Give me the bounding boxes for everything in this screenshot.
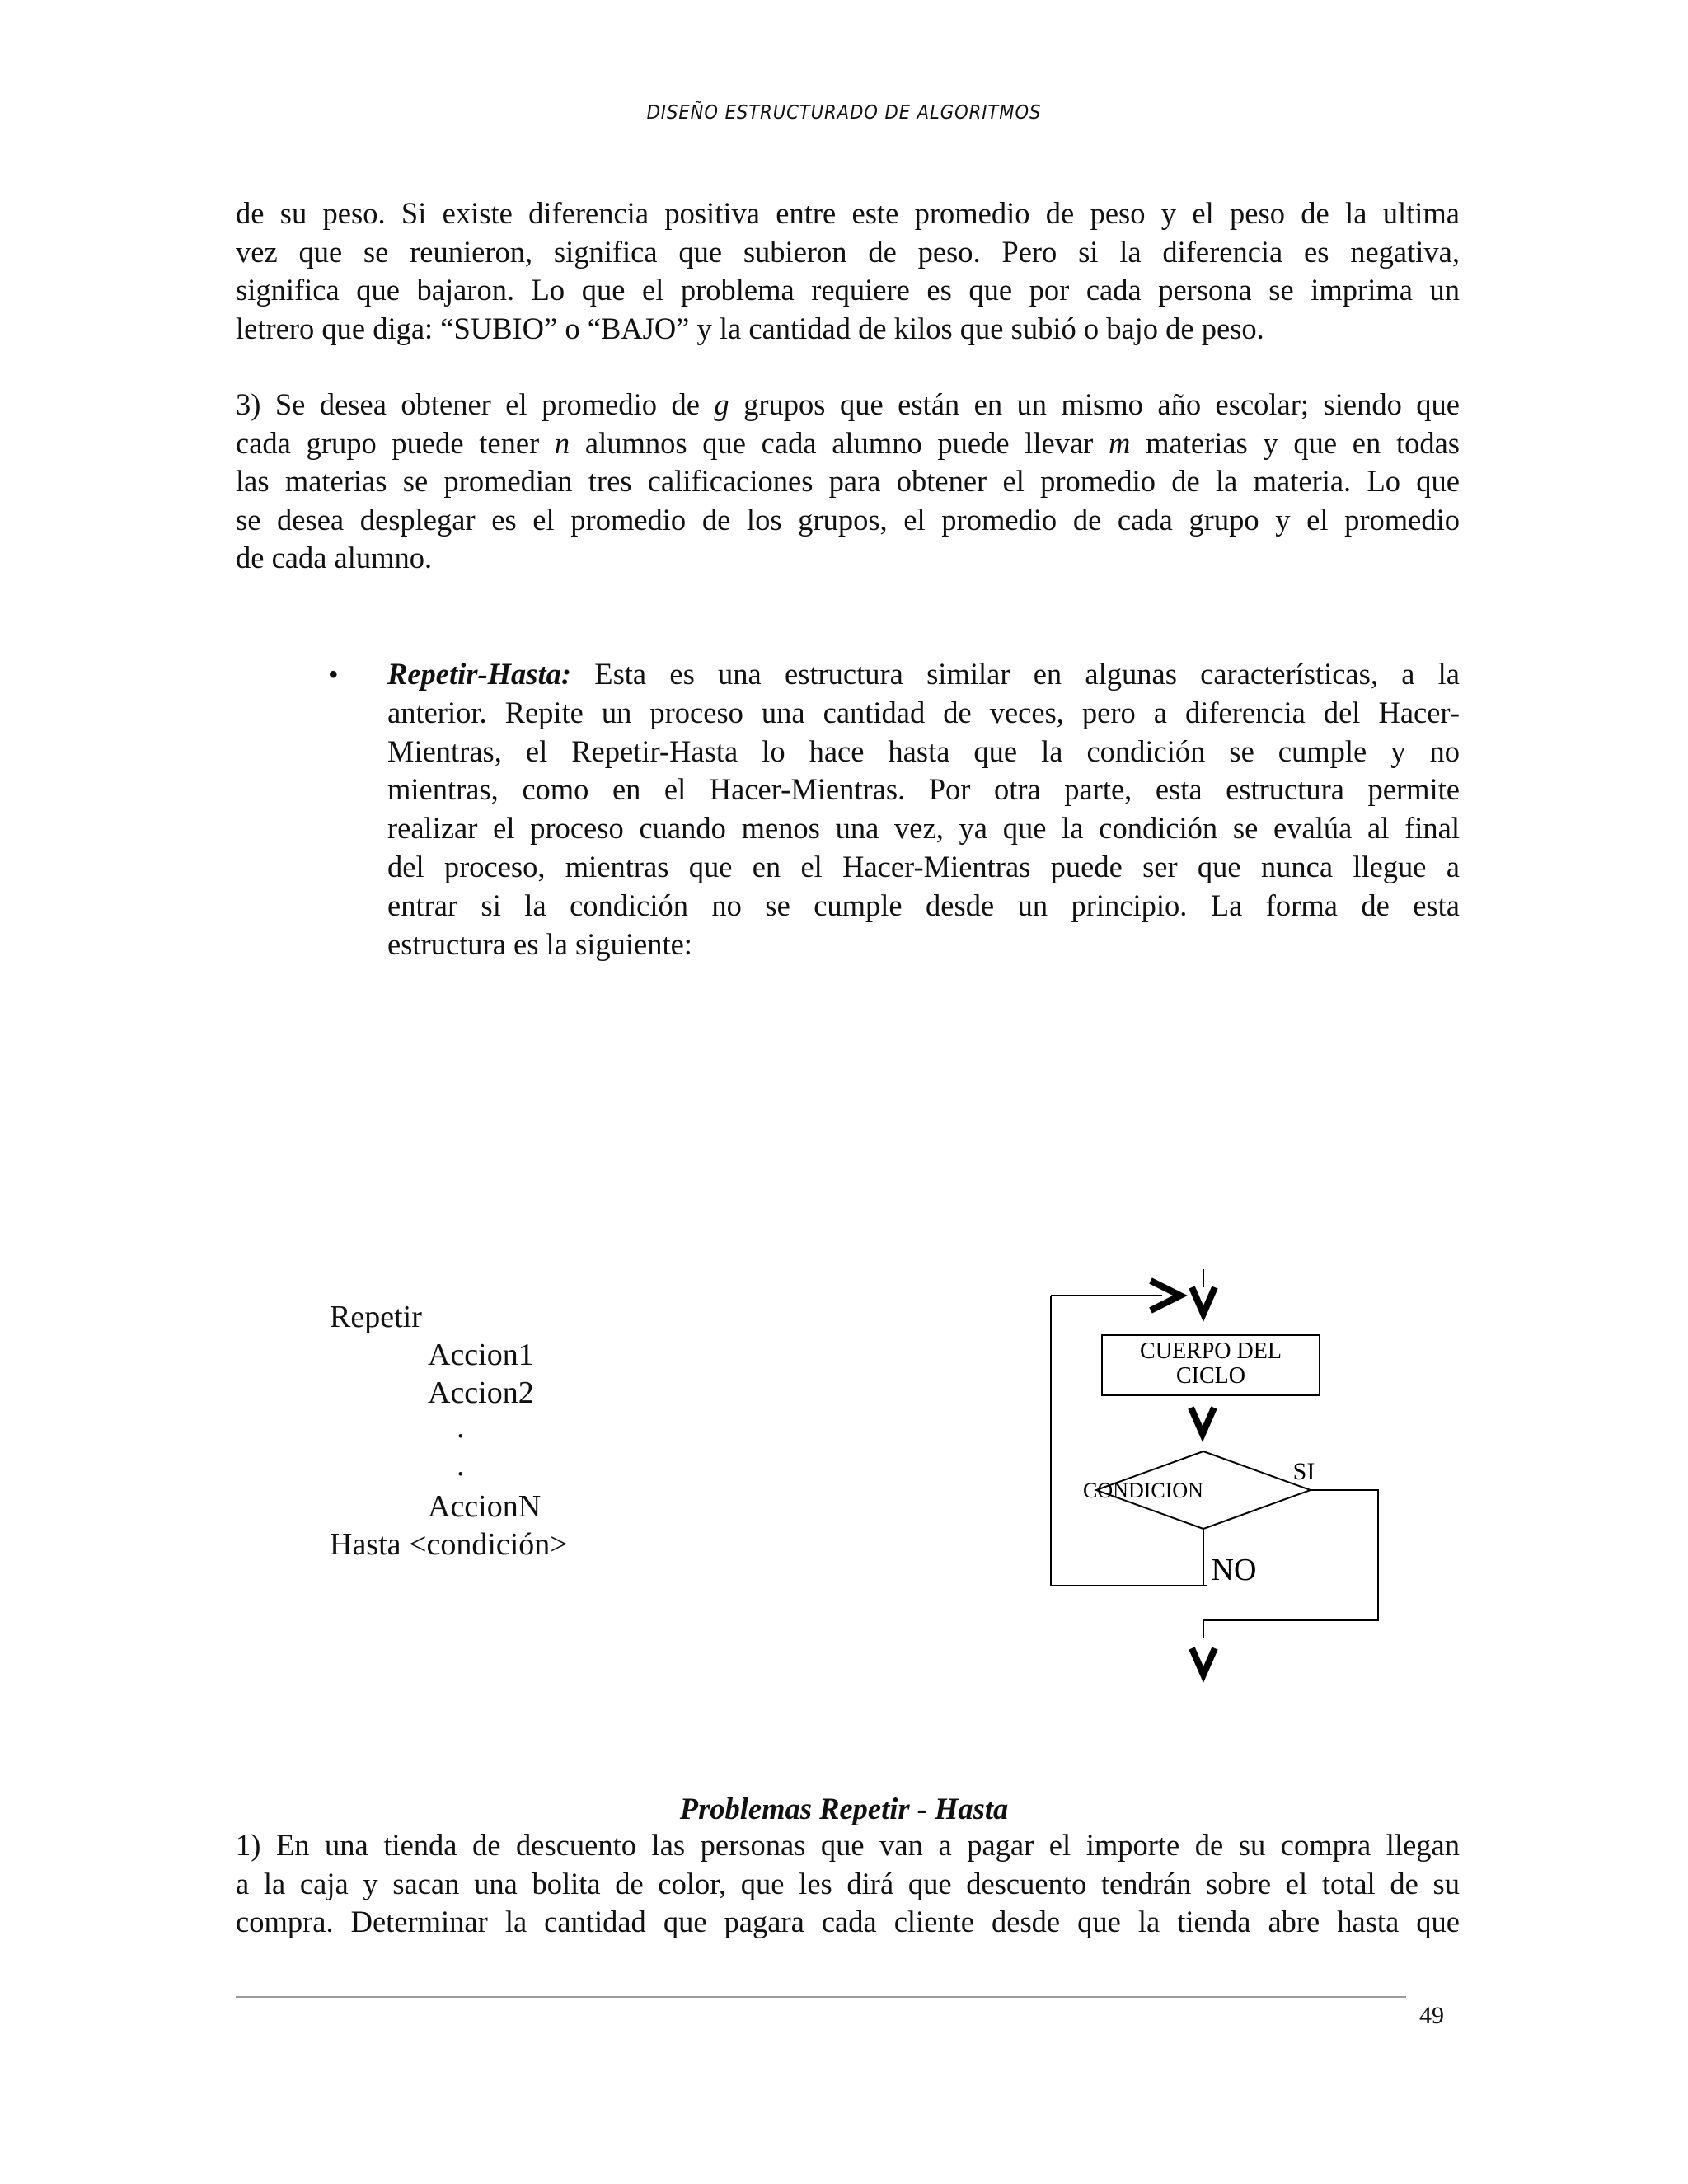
text-line: del proceso, mientras que en el Hacer-Mientras puede ser que nunca llegue a <box>387 849 1460 883</box>
arrow-down-icon <box>1192 1287 1215 1314</box>
text-line: a la caja y sacan una bolita de color, que les dirá que descuento tendrán sobre el total de su <box>236 1866 1460 1900</box>
pseudo-dot: . <box>457 1410 465 1445</box>
problems-title: Problemas Repetir - Hasta <box>679 1792 1009 1825</box>
loop-body-label: CICLO <box>1176 1363 1245 1389</box>
paragraph-groups <box>236 386 1460 578</box>
pseudo-accion1: Accion1 <box>428 1338 534 1372</box>
text-line: vez que se reunieron, significa que subieron de peso. Pero si la diferencia es negativa, <box>236 234 1460 269</box>
pseudo-accionN: AccionN <box>428 1489 542 1524</box>
loop-body-label: CUERPO DEL <box>1140 1338 1282 1364</box>
pseudo-dot: . <box>457 1448 465 1483</box>
text-line: compra. Determinar la cantidad que pagara cada cliente desde que la tienda abre hasta que <box>236 1905 1460 1938</box>
text-line: de cada alumno. <box>236 541 433 574</box>
arrow-down-icon <box>1192 1648 1215 1675</box>
text-line: estructura es la siguiente: <box>387 926 692 961</box>
footer-divider <box>236 1996 1406 1998</box>
text-line: 3) Se desea obtener el promedio de g grupos que están en un mismo año escolar; siendo que <box>236 387 1460 421</box>
text-line: de su peso. Si existe diferencia positiva entre este promedio de peso y el peso de la ultima <box>236 196 1460 230</box>
bullet-term: Repetir-Hasta: <box>387 657 572 691</box>
text-line: significa que bajaron. Lo que el problema requiere es que por cada persona se imprima un <box>236 273 1460 307</box>
text-line: cada grupo puede tener n alumnos que cada alumno puede llevar m materias y que en todas <box>236 425 1460 460</box>
bullet-icon: • <box>328 658 339 691</box>
condition-label: CONDICION <box>1083 1479 1203 1502</box>
bullet-repetir-hasta <box>387 655 1460 963</box>
pseudo-repetir: Repetir <box>330 1300 422 1334</box>
paragraph-problem-1 <box>236 1826 1460 1942</box>
no-label: NO <box>1211 1553 1257 1587</box>
text-line: anterior. Repite un proceso una cantidad de veces, pero a diferencia del Hacer- <box>387 695 1460 729</box>
arrow-down-icon <box>1191 1408 1214 1434</box>
text-line: realizar el proceso cuando menos una vez, ya que la condición se evalúa al final <box>387 811 1460 846</box>
flowchart-repetir-hasta <box>1039 1269 1426 1698</box>
text-line: letrero que diga: “SUBIO” o “BAJO” y la cantidad de kilos que subió o bajo de peso. <box>236 311 1264 345</box>
text-line: Repetir-Hasta: Esta es una estructura similar en algunas características, a la <box>387 657 1460 691</box>
text-line: entrar si la condición no se cumple desde un principio. La forma de esta <box>387 888 1460 922</box>
text-line: Mientras, el Repetir-Hasta lo hace hasta que la condición se cumple y no <box>387 733 1460 768</box>
yes-label: SI <box>1292 1458 1315 1485</box>
pseudo-accion2: Accion2 <box>428 1376 534 1410</box>
pseudo-hasta: Hasta <condición> <box>330 1527 568 1562</box>
paragraph-weight <box>236 194 1460 348</box>
running-header: DISEÑO ESTRUCTURADO DE ALGORITMOS <box>646 102 1042 124</box>
text-line: se desea desplegar es el promedio de los grupos, el promedio de cada grupo y el promedio <box>236 502 1460 537</box>
text-line: 1) En una tienda de descuento las personas que van a pagar el importe de su compra llegan <box>236 1828 1460 1862</box>
text-line: mientras, como en el Hacer-Mientras. Por otra parte, esta estructura permite <box>387 772 1460 807</box>
page-number: 49 <box>1419 2002 1444 2029</box>
text-line: las materias se promedian tres calificaciones para obtener el promedio de la materia. Lo que <box>236 464 1460 498</box>
